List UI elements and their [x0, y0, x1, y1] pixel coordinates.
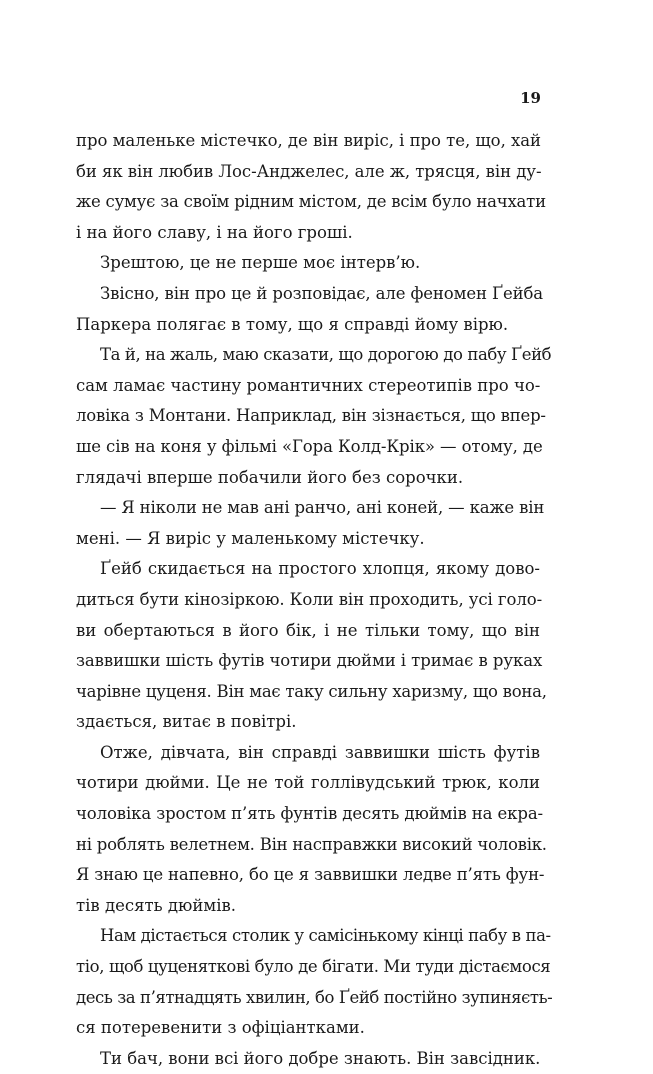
page-number: 19: [520, 89, 541, 107]
text-line: ше сів на коня у фільмі «Гора Колд-Крік» — отому, де: [76, 436, 543, 456]
body-text: [76, 126, 553, 1074]
text-line: десь за п’ятнадцять хвилин, бо Ґейб постійно зупиняєть-: [76, 987, 553, 1007]
text-line: Звісно, він про це й розповідає, але феномен Ґейба: [100, 283, 543, 303]
text-line: ловіка з Монтани. Наприклад, він зізнається, що впер-: [76, 406, 546, 426]
text-line: сам ламає частину романтичних стереотипів про чо-: [76, 375, 541, 395]
text-line: же сумує за своїм рідним містом, де всім було начхати: [76, 192, 546, 212]
text-line: Отже, дівчата, він справді заввишки шість футів: [100, 742, 540, 762]
text-line: диться бути кінозіркою. Коли він проходить, усі голо-: [76, 589, 543, 609]
text-line: мені. — Я виріс у маленькому містечку.: [76, 528, 425, 548]
text-line: чарівне цуценя. Він має таку сильну харизму, що вона,: [76, 681, 547, 701]
text-line: Я знаю це напевно, бо це я заввишки ледве п’ять фун-: [76, 865, 545, 885]
text-line: Нам дістається столик у самісінькому кінці пабу в па-: [100, 926, 551, 946]
text-line: чоловіка зростом п’ять фунтів десять дюймів на екра-: [76, 804, 544, 824]
text-line: — Я ніколи не мав ані ранчо, ані коней, — каже він: [100, 498, 545, 518]
text-line: заввишки шість футів чотири дюйми і тримає в руках: [76, 651, 543, 671]
text-line: глядачі вперше побачили його без сорочки.: [76, 467, 464, 487]
text-line: ся потеревенити з офіціантками.: [76, 1018, 365, 1038]
text-line: Та й, на жаль, маю сказати, що дорогою до пабу Ґейб: [100, 345, 552, 365]
text-line: би як він любив Лос-Анджелес, але ж, трясця, він ду-: [76, 161, 542, 181]
text-line: і на його славу, і на його гроші.: [76, 222, 353, 242]
text-line: про маленьке містечко, де він виріс, і про те, що, хай: [76, 131, 541, 150]
text-line: Зрештою, це не перше моє інтерв’ю.: [100, 253, 421, 273]
text-line: Ґейб скидається на простого хлопця, якому дово-: [100, 559, 540, 579]
text-line: тіо, щоб цуценяткові було де бігати. Ми туди дістаємося: [76, 957, 551, 977]
text-line: ви обертаються в його бік, і не тільки тому, що він: [76, 620, 540, 640]
text-line: Ти бач, вони всі його добре знають. Він завсідник.: [100, 1048, 541, 1068]
text-line: тів десять дюймів.: [76, 895, 237, 915]
text-line: ні роблять велетнем. Він насправжки високий чоловік.: [76, 834, 547, 854]
text-line: чотири дюйми. Це не той голлівудський трюк, коли: [76, 773, 540, 793]
text-line: Паркера полягає в тому, що я справді йому вірю.: [76, 314, 509, 334]
text-line: здається, витає в повітрі.: [76, 712, 297, 732]
